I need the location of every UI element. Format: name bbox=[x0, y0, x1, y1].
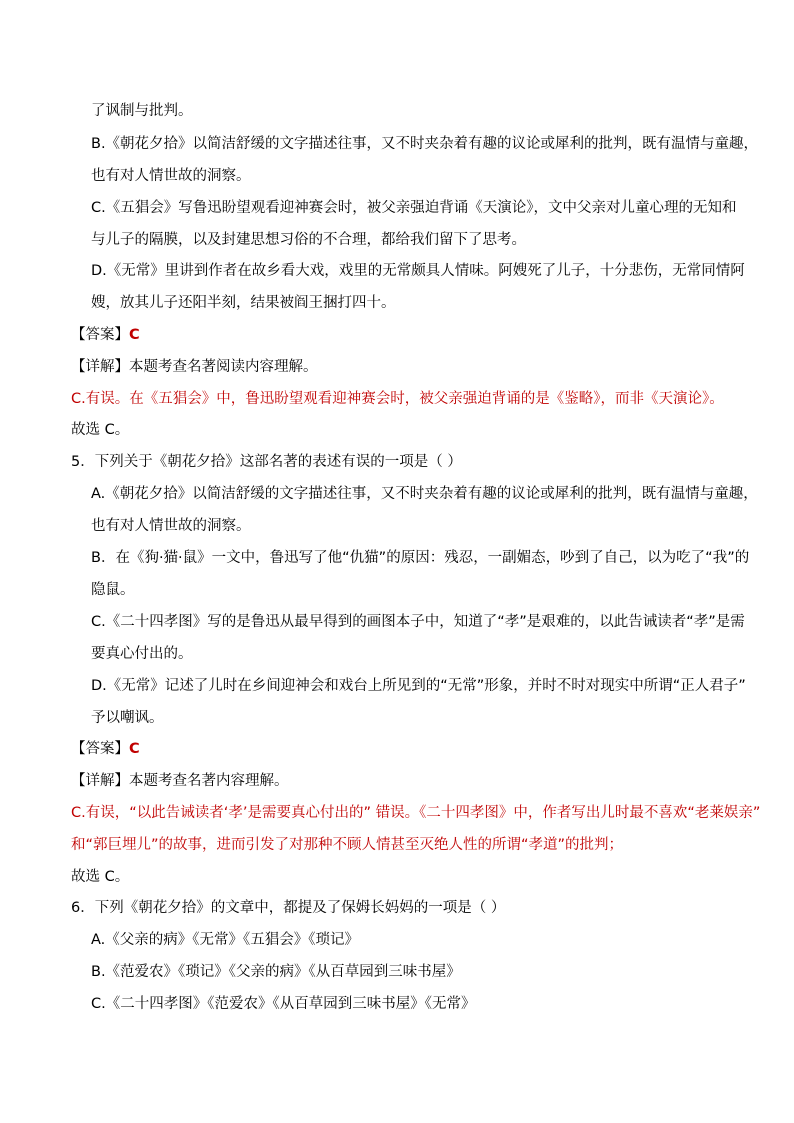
q4-explanation: C.有误。在《五猖会》中，鲁迅盼望观看迎神赛会时，被父亲强迫背诵的是《鉴略》，而非《天演论》。 bbox=[71, 391, 724, 407]
detail-text: 本题考查名著内容理解。 bbox=[129, 773, 289, 789]
q4-option-b-line2: 也有对人情世故的洞察。 bbox=[91, 168, 251, 184]
q5-option-d-line1: D.《无常》记述了儿时在乡间迎神会和戏台上所见到的“无常”形象，并时不时对现实中所谓“正人君子” bbox=[91, 678, 746, 694]
q6-option-a: A.《父亲的病》《无常》《五猖会》《琐记》 bbox=[91, 932, 360, 948]
q5-conclusion: 故选 C。 bbox=[71, 869, 130, 885]
q5-stem: 5．下列关于《朝花夕拾》这部名著的表述有误的一项是（ ） bbox=[71, 454, 462, 470]
q4-option-b-line1: B.《朝花夕拾》以简洁舒缓的文字描述往事，又不时夹杂着有趣的议论或犀利的批判，既有温情与童趣， bbox=[91, 136, 759, 152]
answer-label: 【答案】 bbox=[71, 741, 129, 757]
q6-option-c: C.《二十四孝图》《范爱农》《从百草园到三味书屋》《无常》 bbox=[91, 996, 476, 1012]
detail-text: 本题考查名著阅读内容理解。 bbox=[129, 359, 318, 375]
q5-option-a-line2: 也有对人情世故的洞察。 bbox=[91, 518, 251, 534]
detail-label: 【详解】 bbox=[71, 773, 129, 789]
q5-answer bbox=[71, 739, 140, 759]
detail-label: 【详解】 bbox=[71, 359, 129, 375]
q4-detail bbox=[71, 357, 318, 377]
answer-value: C bbox=[129, 741, 140, 757]
q4-option-c-line2: 与儿子的隔膜，以及封建思想习俗的不合理，都给我们留下了思考。 bbox=[91, 232, 526, 248]
q4-option-c-line1: C.《五猖会》写鲁迅盼望观看迎神赛会时，被父亲强迫背诵《天演论》，文中父亲对儿童心理的无知和 bbox=[91, 200, 737, 216]
q5-option-b-line1: B．在《狗·猫·鼠》一文中，鲁迅写了他“仇猫”的原因：残忍，一副媚态，吵到了自己，以为吃了“我”的 bbox=[91, 550, 750, 566]
q6-stem: 6．下列《朝花夕拾》的文章中，都提及了保姆长妈妈的一项是（ ） bbox=[71, 900, 506, 916]
q5-explanation-line1: C.有误，“以此告诫读者‘孝’是需要真心付出的” 错误。《二十四孝图》中，作者写出儿时最不喜欢“老莱娱亲” bbox=[71, 805, 761, 821]
answer-label: 【答案】 bbox=[71, 327, 129, 343]
q5-detail bbox=[71, 771, 289, 791]
q5-option-b-line2: 隐鼠。 bbox=[91, 582, 135, 598]
q4-conclusion: 故选 C。 bbox=[71, 422, 130, 438]
q4-option-d-line1: D.《无常》里讲到作者在故乡看大戏，戏里的无常颇具人情味。阿嫂死了儿子，十分悲伤，无常同情阿 bbox=[91, 263, 745, 279]
answer-value: C bbox=[129, 327, 140, 343]
q5-option-c-line1: C.《二十四孝图》写的是鲁迅从最早得到的画图本子中，知道了“孝”是艰难的，以此告诫读者“孝”是需 bbox=[91, 614, 745, 630]
q4-answer bbox=[71, 325, 140, 345]
q4-option-d-line2: 嫂，放其儿子还阳半刻，结果被阎王捆打四十。 bbox=[91, 295, 396, 311]
q4-text-line: 了讽制与批判。 bbox=[91, 103, 193, 119]
q5-option-d-line2: 予以嘲讽。 bbox=[91, 710, 164, 726]
q5-option-a-line1: A.《朝花夕拾》以简洁舒缓的文字描述往事，又不时夹杂着有趣的议论或犀利的批判，既有温情与童趣， bbox=[91, 486, 758, 502]
q5-explanation-line2: 和“郭巨埋儿”的故事，进而引发了对那种不顾人情甚至灭绝人性的所谓“孝道”的批判； bbox=[71, 837, 624, 853]
q5-option-c-line2: 要真心付出的。 bbox=[91, 646, 193, 662]
q6-option-b: B.《范爱农》《琐记》《父亲的病》《从百草园到三味书屋》 bbox=[91, 964, 461, 980]
